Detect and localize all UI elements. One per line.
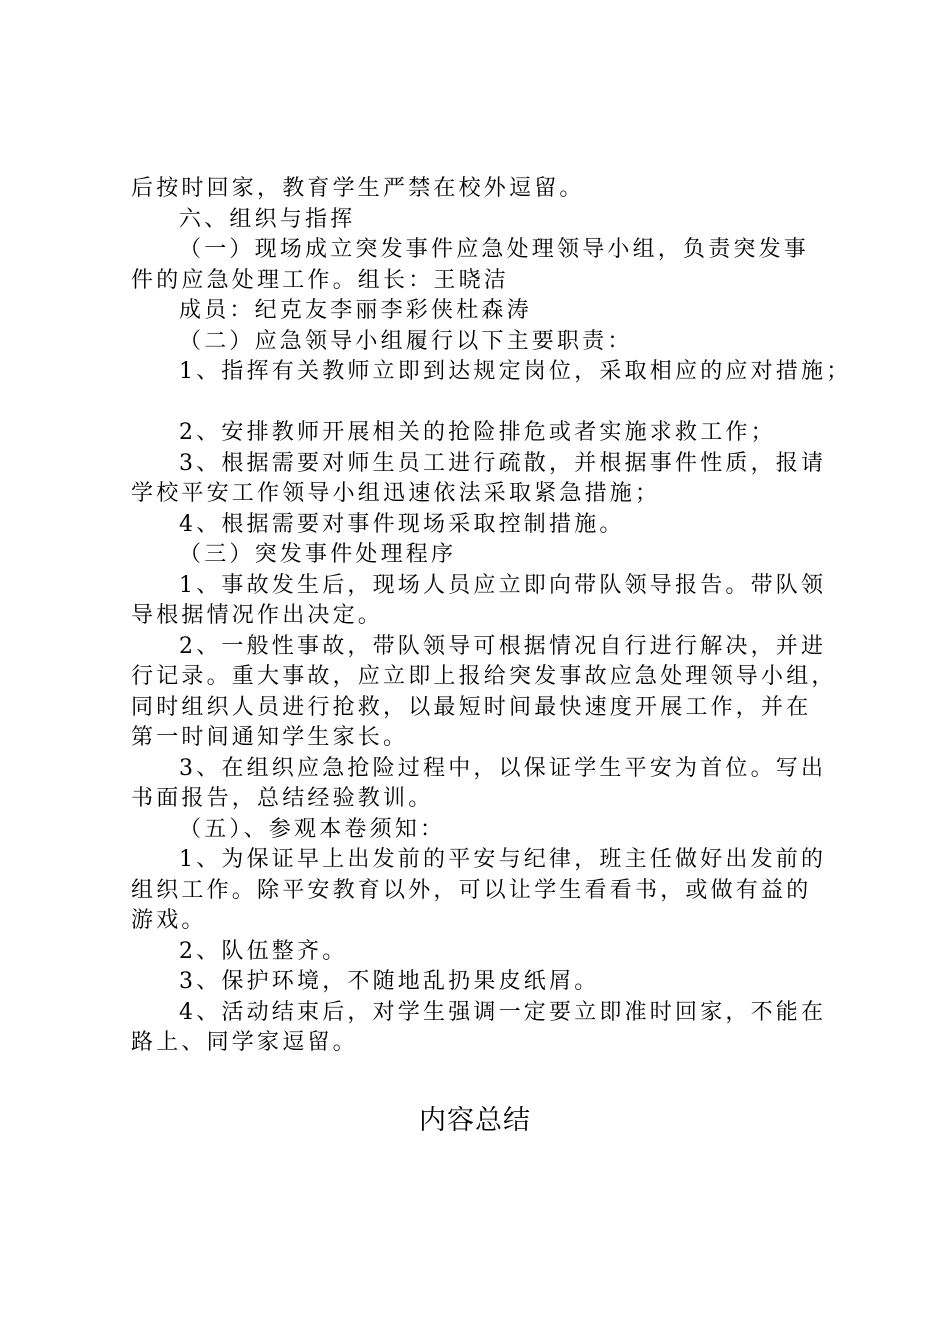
text-line: （五）、参观本卷须知： xyxy=(179,816,446,842)
text-line: 路上、同学家逗留。 xyxy=(131,1030,358,1055)
text-line: 行记录。重大事故，应立即上报给突发事故应急处理领导小组， xyxy=(131,664,837,689)
text-line: 3、保护环境，不随地乱扔果皮纸屑。 xyxy=(179,969,600,994)
text-line: 1、事故发生后，现场人员应立即向带队领导报告。带队领 xyxy=(179,572,827,598)
text-line: 4、根据需要对事件现场采取控制措施。 xyxy=(179,511,625,537)
text-line: 同时组织人员进行抢救，以最短时间最快速度开展工作，并在 xyxy=(131,694,812,720)
text-line: 4、活动结束后，对学生强调一定要立即准时回家，不能在 xyxy=(179,999,827,1025)
summary-title: 内容总结 xyxy=(419,1105,531,1136)
text-line: 2、队伍整齐。 xyxy=(179,938,348,964)
text-line: 2、一般性事故，带队领导可根据情况自行进行解决，并进 xyxy=(179,633,827,659)
blank-line xyxy=(131,388,831,419)
text-line: （三）突发事件处理程序 xyxy=(179,542,457,567)
text-line: 3、在组织应急抢险过程中，以保证学生平安为首位。写出 xyxy=(179,755,827,781)
section-heading: 六、组织与指挥 xyxy=(179,206,356,232)
text-line: （一）现场成立突发事件应急处理领导小组，负责突发事 xyxy=(179,237,810,262)
text-line: 学校平安工作领导小组迅速依法采取紧急措施； xyxy=(131,481,661,506)
text-line: 1、为保证早上出发前的平安与纪律，班主任做好出发前的 xyxy=(179,847,827,872)
text-line: （二）应急领导小组履行以下主要职责： xyxy=(179,328,633,354)
text-line: 2、安排教师开展相关的抢险排危或者实施求救工作； xyxy=(179,420,776,445)
text-line: 3、根据需要对师生员工进行疏散，并根据事件性质，报请 xyxy=(179,450,827,476)
text-line: 1、指挥有关教师立即到达规定岗位，采取相应的应对措施； xyxy=(179,359,852,384)
text-line: 游戏。 xyxy=(131,908,207,933)
document-body xyxy=(131,174,852,1059)
text-line: 件的应急处理工作。组长：王晓洁 xyxy=(131,267,510,293)
text-line: 成员：纪克友李丽李彩侠杜森涛 xyxy=(179,298,532,323)
text-line: 第一时间通知学生家长。 xyxy=(131,725,409,750)
text-line: 书面报告，总结经验教训。 xyxy=(131,786,434,811)
text-line: 后按时回家，教育学生严禁在校外逗留。 xyxy=(131,176,585,201)
text-line: 组织工作。除平安教育以外，可以让学生看看书，或做有益的 xyxy=(131,877,812,903)
text-line: 导根据情况作出决定。 xyxy=(131,603,384,628)
